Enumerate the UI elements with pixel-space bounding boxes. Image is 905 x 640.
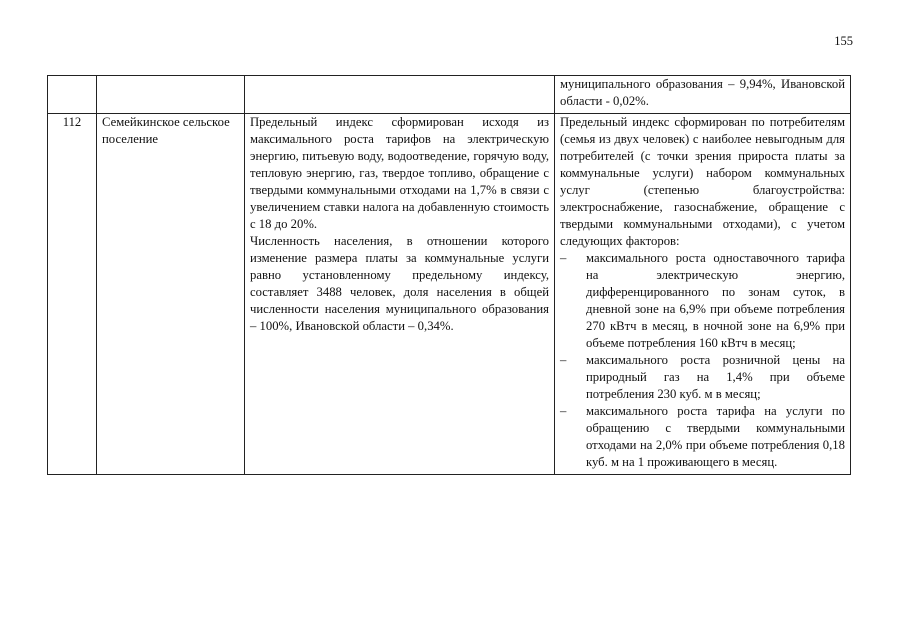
description-paragraph: Предельный индекс сформирован исходя из максимального роста тарифов на электрическую энергию, питьевую воду, водоотведение, горячую воду, тепловую энергию, газ, твердое топливо, обращение с твердыми коммунальными отходами на 1,7% в связи с увеличением ставки налога на добавленную стоимость с 18 до 20%. bbox=[250, 115, 549, 231]
list-item bbox=[560, 352, 845, 403]
settlement-name: Семейкинское сельское поселение bbox=[97, 114, 245, 475]
factors-list bbox=[560, 250, 845, 471]
table-row-continuation bbox=[48, 76, 851, 114]
dash-bullet: – bbox=[560, 251, 567, 265]
factor-text: максимального роста одноставочного тарифа на электрическую энергию, дифференцированного по зонам суток, в дневной зоне на 6,9% при объеме потребления 270 кВтч в месяц, в ночной зоне на 6,9% при объеме потребления 160 кВтч в месяц; bbox=[586, 251, 845, 350]
tariff-table bbox=[47, 75, 851, 475]
cell-factors-continuation: муниципального образования – 9,94%, Ивановской области - 0,02%. bbox=[555, 76, 851, 114]
factors-intro: Предельный индекс сформирован по потребителям (семья из двух человек) с наиболее невыгодным для потребителей (с точки зрения прироста платы за коммунальные услуги) набором коммунальных услуг (степенью благоустройства: электроснабжение, газоснабжение, обращение с твердыми коммунальными отходами), с учетом следующих факторов: bbox=[560, 115, 845, 248]
dash-bullet: – bbox=[560, 353, 567, 367]
list-item bbox=[560, 250, 845, 352]
factor-text: максимального роста тарифа на услуги по обращению с твердыми коммунальными отходами на 2,0% при объеме потребления 0,18 куб. м на 1 проживающего в месяц. bbox=[586, 404, 845, 469]
cell-description-empty bbox=[245, 76, 555, 114]
cell-number-empty bbox=[48, 76, 97, 114]
index-description bbox=[245, 114, 555, 475]
row-number: 112 bbox=[48, 114, 97, 475]
factor-text: максимального роста розничной цены на природный газ на 1,4% при объеме потребления 230 куб. м в месяц; bbox=[586, 353, 845, 401]
list-item bbox=[560, 403, 845, 471]
index-factors bbox=[555, 114, 851, 475]
table-row bbox=[48, 114, 851, 475]
cell-name-empty bbox=[97, 76, 245, 114]
page-number: 155 bbox=[834, 34, 853, 48]
population-paragraph: Численность населения, в отношении которого изменение размера платы за коммунальные услуги равно установленному предельному индексу, составляет 3488 человек, доля населения в общей численности населения муниципального образования – 100%, Ивановской области – 0,34%. bbox=[250, 234, 549, 333]
dash-bullet: – bbox=[560, 404, 567, 418]
